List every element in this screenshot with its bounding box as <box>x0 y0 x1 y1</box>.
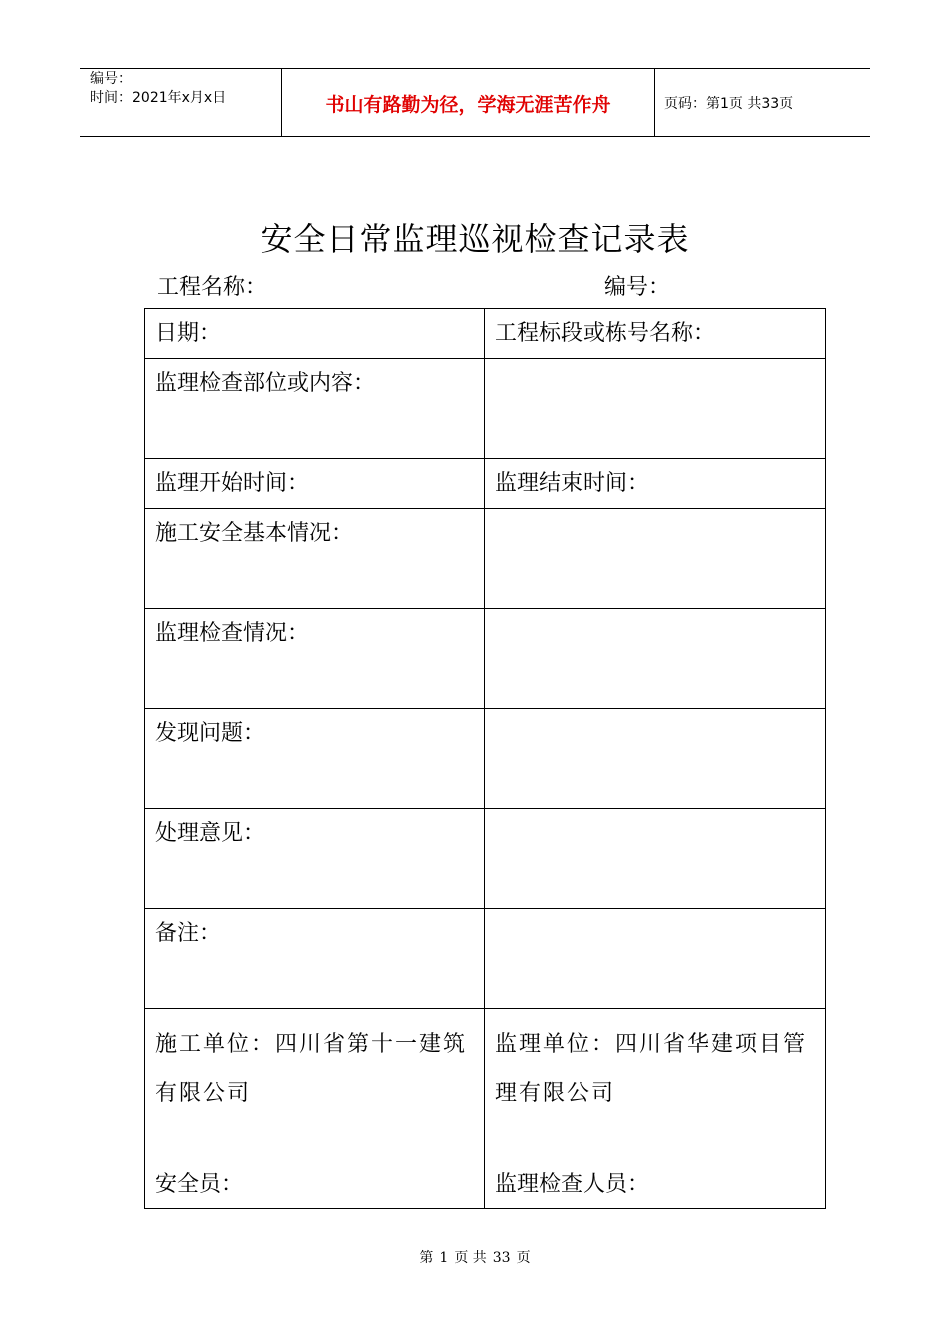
construction-unit-cell[interactable] <box>145 1009 485 1209</box>
safety-basic-label: 施工安全基本情况： <box>155 521 354 546</box>
document-number-label: 编号： <box>604 275 671 300</box>
safety-basic-value[interactable] <box>485 509 826 609</box>
inspection-record-table <box>144 308 826 1209</box>
header-left-info <box>90 70 226 108</box>
section-label: 工程标段或栋号名称： <box>495 321 716 346</box>
inspection-status-value[interactable] <box>485 609 826 709</box>
handling-value[interactable] <box>485 809 826 909</box>
table-row <box>145 509 826 609</box>
start-time-label: 监理开始时间： <box>155 471 310 496</box>
inspection-status-label: 监理检查情况： <box>155 621 310 646</box>
table-row <box>145 309 826 359</box>
footer-page-total: 33 <box>492 1250 511 1266</box>
inspector-label: 监理检查人员： <box>495 1172 650 1197</box>
table-row <box>145 359 826 459</box>
handling-label: 处理意见： <box>155 821 266 846</box>
header-page-code: 页码：第1页 共33页 <box>664 96 794 112</box>
problems-label: 发现问题： <box>155 721 266 746</box>
inspection-part-label: 监理检查部位或内容： <box>155 371 376 396</box>
problems-value[interactable] <box>485 709 826 809</box>
supervision-unit-text: 监理单位：四川省华建项目管理有限公司 <box>495 1032 808 1106</box>
problems-cell <box>145 709 485 809</box>
inspection-status-cell <box>145 609 485 709</box>
start-time-cell[interactable] <box>145 459 485 509</box>
footer-page-current: 1 <box>439 1250 449 1266</box>
safety-basic-cell <box>145 509 485 609</box>
inspection-part-cell <box>145 359 485 459</box>
remarks-value[interactable] <box>485 909 826 1009</box>
header-motto: 书山有路勤为径，学海无涯苦作舟 <box>325 94 611 116</box>
section-cell[interactable] <box>485 309 826 359</box>
construction-unit-text: 施工单位：四川省第十一建筑有限公司 <box>155 1032 468 1106</box>
header-bottom-border <box>80 136 870 137</box>
safety-officer-label: 安全员： <box>155 1172 244 1197</box>
inspection-part-value[interactable] <box>485 359 826 459</box>
header-divider-right <box>654 68 655 136</box>
footer-page-mid: 页 共 <box>454 1250 487 1266</box>
supervision-unit-cell[interactable] <box>485 1009 826 1209</box>
footer-page-prefix: 第 <box>419 1250 434 1266</box>
project-name-label: 工程名称： <box>157 275 268 300</box>
header-time-label: 时间：2021年x月x日 <box>90 90 227 106</box>
table-row <box>145 1009 826 1209</box>
header-top-border <box>80 68 870 69</box>
document-title: 安全日常监理巡视检查记录表 <box>260 220 690 258</box>
remarks-label: 备注： <box>155 921 222 946</box>
end-time-label: 监理结束时间： <box>495 471 650 496</box>
table-row <box>145 609 826 709</box>
footer-page-suffix: 页 <box>516 1250 531 1266</box>
date-label: 日期： <box>155 321 222 346</box>
header-number-label: 编号： <box>90 71 132 87</box>
table-row <box>145 909 826 1009</box>
handling-cell <box>145 809 485 909</box>
remarks-cell <box>145 909 485 1009</box>
end-time-cell[interactable] <box>485 459 826 509</box>
table-row <box>145 459 826 509</box>
table-row <box>145 709 826 809</box>
page-footer <box>0 1247 950 1267</box>
table-row <box>145 809 826 909</box>
date-cell[interactable] <box>145 309 485 359</box>
